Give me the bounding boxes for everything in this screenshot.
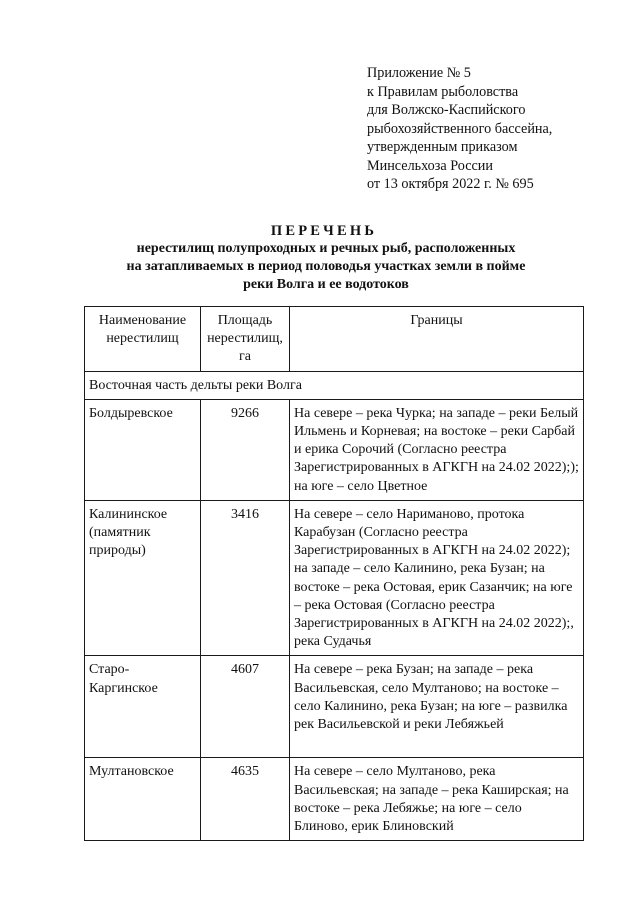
appendix-line: утвержденным приказом	[367, 139, 518, 155]
table-row	[85, 500, 584, 656]
section-title: Восточная часть дельты реки Волга	[85, 371, 584, 399]
table-header-row	[85, 307, 584, 372]
spawning-grounds-table	[84, 306, 584, 841]
appendix-note	[367, 64, 627, 194]
header-area: Площадь нерестилищ, га	[201, 307, 290, 372]
cell-area: 9266	[201, 399, 290, 500]
header-bounds: Границы	[290, 307, 584, 372]
appendix-line: Приложение № 5	[367, 65, 471, 81]
appendix-line: для Волжско-Каспийского	[367, 102, 526, 118]
subtitle-line: на затапливаемых в период половодья участках земли в пойме	[126, 259, 526, 274]
subtitle-line: реки Волга и ее водотоков	[243, 277, 409, 292]
appendix-line: рыбохозяйственного бассейна,	[367, 120, 553, 137]
cell-area: 4607	[201, 656, 290, 758]
cell-name: Калининское (памятник природы)	[85, 500, 201, 656]
document-title	[0, 222, 640, 294]
table-row	[85, 399, 584, 500]
cell-name: Болдыревское	[85, 399, 201, 500]
table-row	[85, 656, 584, 758]
cell-bounds: На севере – село Нариманово, протока Карабузан (Согласно реестра Зарегистрированных в АГКГН на 24.02 2022); на западе – село Калинино, река Бузан; на востоке – река Остовая, ерик Сазанчик; на юге – река Остовая (Согласно реестра Зарегистрированных в АГКГН на 24.02 2022);, река Судачья	[290, 500, 584, 656]
header-name: Наименование нерестилищ	[85, 307, 201, 372]
cell-area: 4635	[201, 758, 290, 841]
cell-bounds: На севере – река Бузан; на западе – река Васильевская, село Мултаново; на востоке – село Калинино, река Бузан; на юге – развилка рек Васильевской и реки Лебяжьей	[290, 656, 584, 758]
appendix-line: от 13 октября 2022 г. № 695	[367, 176, 534, 192]
title-main: ПЕРЕЧЕНЬ	[270, 223, 378, 239]
cell-name: Мултановское	[85, 758, 201, 841]
title-subtitle	[0, 240, 640, 294]
appendix-line: к Правилам рыболовства	[367, 83, 519, 100]
subtitle-line: нерестилищ полупроходных и речных рыб, расположенных	[136, 241, 516, 256]
cell-name: Старо-Каргинское	[85, 656, 201, 758]
cell-area: 3416	[201, 500, 290, 656]
table-row	[85, 758, 584, 841]
cell-bounds: На севере – село Мултаново, река Васильевская; на западе – река Каширская; на востоке – река Лебяжье; на юге – село Блиново, ерик Блиновский	[290, 758, 584, 841]
table-section-row	[85, 371, 584, 399]
appendix-line: Минсельхоза России	[367, 157, 493, 174]
cell-bounds: На севере – река Чурка; на западе – реки Белый Ильмень и Корневая; на востоке – реки Сарбай и ерика Сорочий (Согласно реестра Зарегистрированных в АГКГН на 24.02 2022);); на юге – село Цветное	[290, 399, 584, 500]
